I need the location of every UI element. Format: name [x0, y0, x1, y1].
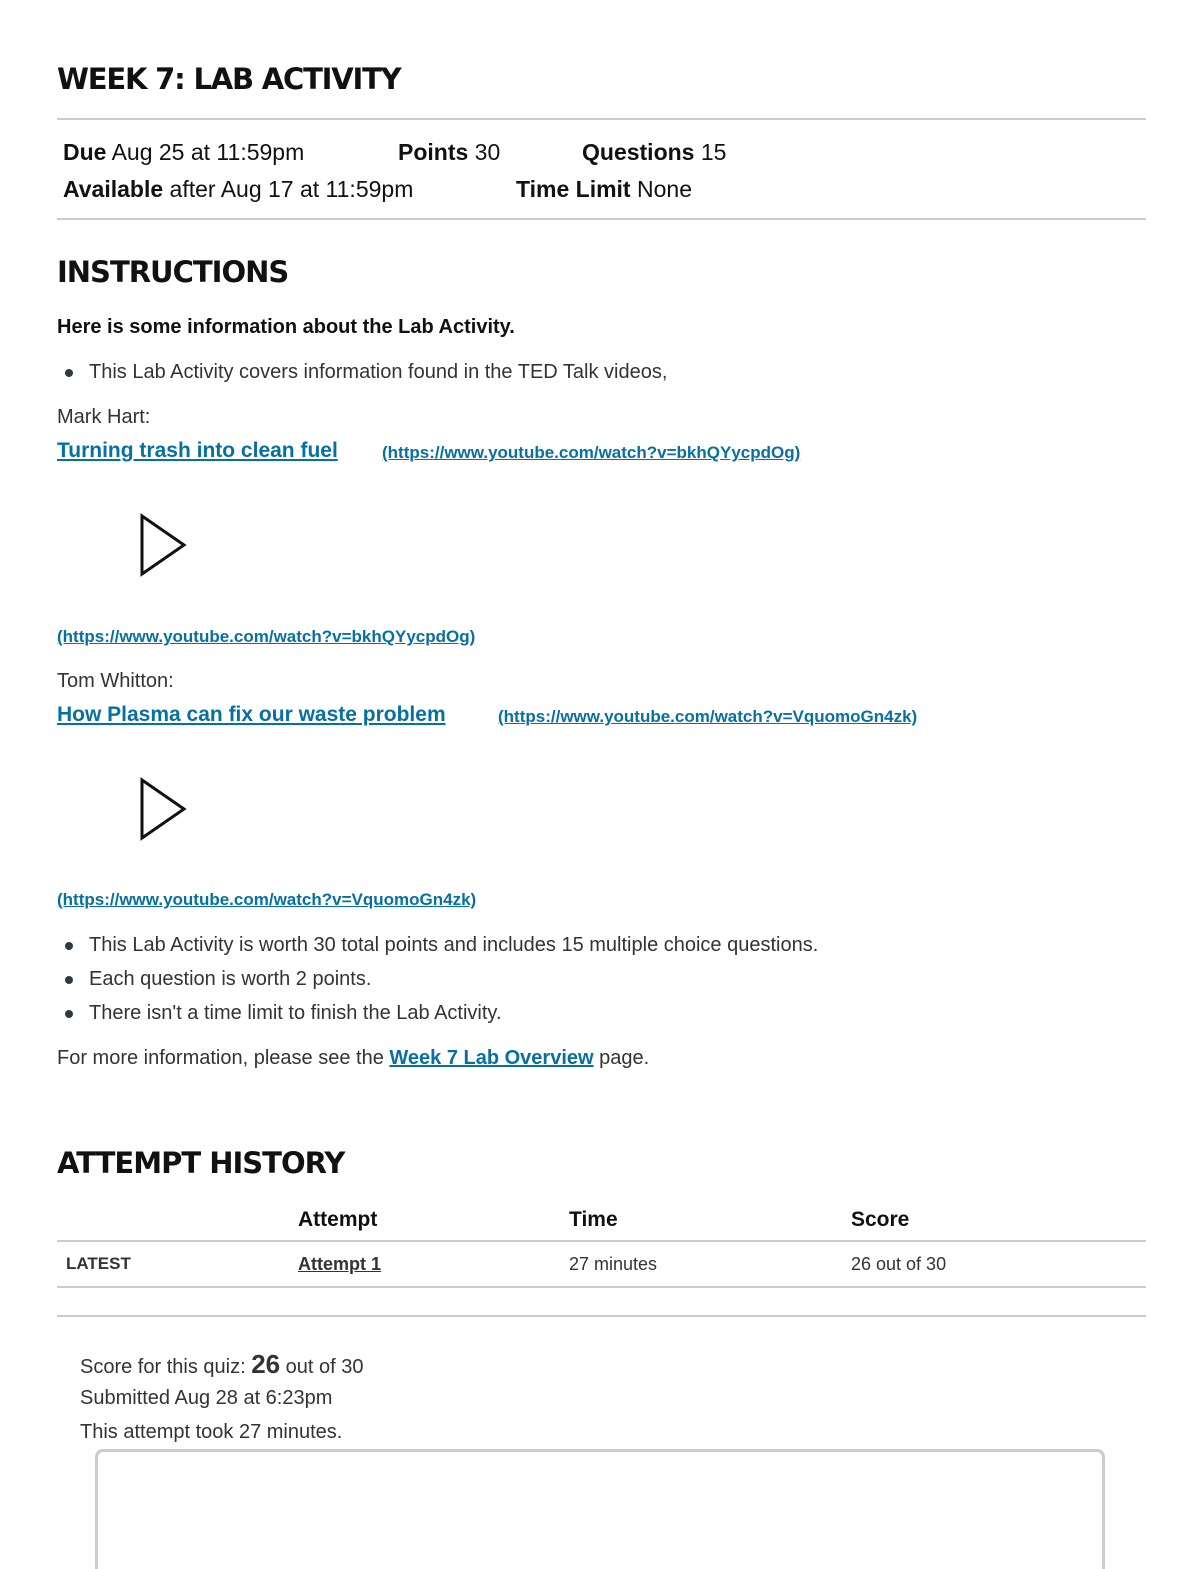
meta-due: Due Aug 25 at 11:59pm [63, 139, 305, 165]
instructions-heading: INSTRUCTIONS [57, 255, 289, 289]
week7-overview-link[interactable]: Week 7 Lab Overview [389, 1047, 594, 1069]
meta-time-limit: Time Limit None [516, 176, 692, 202]
bullet-dot [65, 942, 73, 950]
video2-title-link[interactable]: How Plasma can fix our waste problem [57, 703, 446, 726]
more-info: For more information, please see the Week 7 Lab Overview page. [57, 1047, 650, 1069]
col-attempt: Attempt [298, 1208, 378, 1231]
col-score: Score [851, 1208, 910, 1231]
video1-url-link[interactable]: (https://www.youtube.com/watch?v=bkhQYycpdOg) [382, 443, 801, 462]
bullet-time-limit: There isn't a time limit to finish the Lab Activity. [89, 1002, 502, 1024]
meta-questions: Questions 15 [582, 139, 727, 165]
attempt-1-link[interactable]: Attempt 1 [298, 1254, 382, 1274]
bullet-question-worth: Each question is worth 2 points. [89, 968, 372, 990]
divider-summary [57, 1315, 1146, 1317]
video1-title-link[interactable]: Turning trash into clean fuel [57, 439, 338, 462]
attempt-score: 26 out of 30 [851, 1254, 947, 1274]
attempt-time: 27 minutes [569, 1254, 658, 1274]
submitted-date: Submitted Aug 28 at 6:23pm [80, 1387, 333, 1409]
speaker-mark-hart: Mark Hart: [57, 406, 151, 428]
attempt-history-heading: ATTEMPT HISTORY [57, 1146, 345, 1180]
video2-embed-link[interactable]: (https://www.youtube.com/watch?v=VquomoGn4zk) [57, 890, 477, 909]
meta-points: Points 30 [398, 139, 501, 165]
bullet-points-total: This Lab Activity is worth 30 total points and includes 15 multiple choice questions. [89, 934, 819, 956]
play-icon[interactable] [138, 513, 190, 577]
bullet-ted-talks: This Lab Activity covers information found in the TED Talk videos, [89, 361, 668, 383]
meta-available: Available after Aug 17 at 11:59pm [63, 176, 414, 202]
divider-top [57, 118, 1146, 120]
bullet-dot [65, 1010, 73, 1018]
video2-url-link[interactable]: (https://www.youtube.com/watch?v=VquomoGn4zk) [498, 707, 918, 726]
latest-badge: LATEST [66, 1254, 131, 1273]
col-time: Time [569, 1208, 618, 1231]
play-icon[interactable] [138, 777, 190, 841]
quiz-score: Score for this quiz: 26 out of 30 [80, 1349, 364, 1379]
table-header-rule [57, 1240, 1146, 1242]
divider-meta [57, 218, 1146, 220]
question-panel [95, 1449, 1105, 1569]
video1-embed-link[interactable]: (https://www.youtube.com/watch?v=bkhQYycpdOg) [57, 627, 476, 646]
bullet-dot [65, 369, 73, 377]
speaker-tom-whitton: Tom Whitton: [57, 670, 174, 692]
table-row-rule [57, 1286, 1146, 1288]
attempt-duration: This attempt took 27 minutes. [80, 1421, 343, 1443]
instructions-intro: Here is some information about the Lab Activity. [57, 316, 515, 338]
page-title: WEEK 7: LAB ACTIVITY [57, 62, 401, 96]
bullet-dot [65, 976, 73, 984]
